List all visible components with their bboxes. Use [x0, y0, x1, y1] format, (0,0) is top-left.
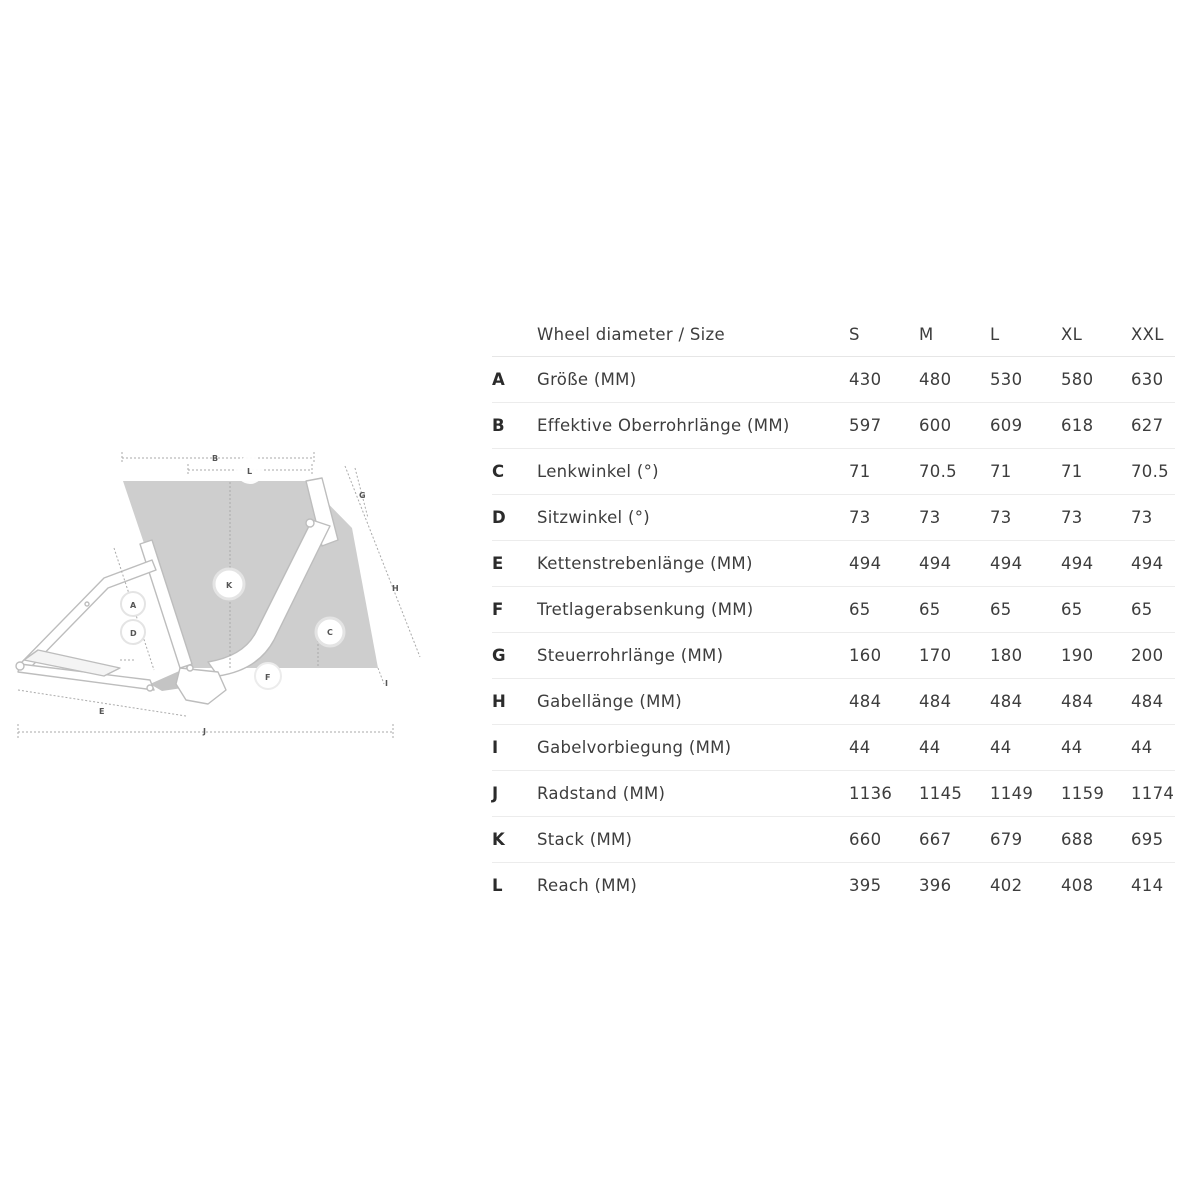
row-value-xl: 71	[1061, 449, 1131, 495]
diagram-label-d: D	[130, 629, 137, 638]
row-letter: B	[492, 403, 537, 449]
row-letter: J	[492, 771, 537, 817]
table-row	[492, 587, 1175, 633]
row-value-xl: 1159	[1061, 771, 1131, 817]
row-measurement-name: Steuerrohrlänge (MM)	[537, 633, 849, 679]
bike-geometry-diagram	[0, 430, 440, 750]
row-letter: G	[492, 633, 537, 679]
row-value-l: 494	[990, 541, 1061, 587]
row-measurement-name: Tretlagerabsenkung (MM)	[537, 587, 849, 633]
diagram-label-h: H	[392, 584, 399, 593]
row-letter: H	[492, 679, 537, 725]
table-row	[492, 817, 1175, 863]
row-value-l: 73	[990, 495, 1061, 541]
diagram-label-a: A	[130, 601, 137, 610]
table-row	[492, 679, 1175, 725]
row-value-xxl: 695	[1131, 817, 1175, 863]
header-letter	[492, 312, 537, 357]
diagram-label-b: B	[212, 454, 219, 463]
row-value-xxl: 1174	[1131, 771, 1175, 817]
row-value-m: 65	[919, 587, 990, 633]
header-size-xxl: XXL	[1131, 312, 1175, 357]
row-value-xl: 494	[1061, 541, 1131, 587]
row-value-m: 170	[919, 633, 990, 679]
row-value-s: 430	[849, 357, 919, 403]
diagram-label-j: J	[203, 727, 206, 736]
row-value-s: 71	[849, 449, 919, 495]
diagram-label-c: C	[327, 628, 333, 637]
table-row	[492, 495, 1175, 541]
row-value-s: 597	[849, 403, 919, 449]
row-value-xxl: 627	[1131, 403, 1175, 449]
row-measurement-name: Radstand (MM)	[537, 771, 849, 817]
diagram-label-f: F	[265, 673, 271, 682]
row-measurement-name: Stack (MM)	[537, 817, 849, 863]
row-value-xl: 73	[1061, 495, 1131, 541]
row-value-xl: 484	[1061, 679, 1131, 725]
row-value-l: 530	[990, 357, 1061, 403]
diagram-label-l: L	[247, 467, 253, 476]
row-value-m: 70.5	[919, 449, 990, 495]
row-value-s: 484	[849, 679, 919, 725]
table-row	[492, 541, 1175, 587]
row-measurement-name: Sitzwinkel (°)	[537, 495, 849, 541]
row-value-l: 484	[990, 679, 1061, 725]
row-value-xxl: 73	[1131, 495, 1175, 541]
table-row	[492, 449, 1175, 495]
row-value-m: 73	[919, 495, 990, 541]
row-value-m: 484	[919, 679, 990, 725]
row-value-m: 44	[919, 725, 990, 771]
row-value-s: 65	[849, 587, 919, 633]
row-value-s: 494	[849, 541, 919, 587]
header-size-m: M	[919, 312, 990, 357]
row-measurement-name: Lenkwinkel (°)	[537, 449, 849, 495]
row-value-l: 402	[990, 876, 1023, 895]
row-letter: K	[492, 817, 537, 863]
table-row	[492, 863, 1175, 909]
row-value-m: 667	[919, 817, 990, 863]
row-letter: E	[492, 541, 537, 587]
header-size-l: L	[990, 312, 1061, 357]
diagram-label-k: K	[226, 581, 233, 590]
row-value-s: 660	[849, 817, 919, 863]
row-measurement-name: Kettenstrebenlänge (MM)	[537, 541, 849, 587]
row-value-m: 1145	[919, 771, 990, 817]
geometry-table	[492, 312, 1175, 908]
diagram-label-e: E	[99, 707, 105, 716]
row-value-xl: 65	[1061, 587, 1131, 633]
table-row	[492, 771, 1175, 817]
row-value-xl: 44	[1061, 725, 1131, 771]
row-value-xl: 618	[1061, 403, 1131, 449]
row-value-xxl: 44	[1131, 725, 1175, 771]
header-size-xl: XL	[1061, 312, 1131, 357]
row-value-m: 396	[919, 876, 952, 895]
row-value-xxl: 414	[1131, 876, 1164, 895]
row-value-m: 480	[919, 357, 990, 403]
row-letter: F	[492, 587, 537, 633]
row-value-s: 1136	[849, 771, 919, 817]
table-header-row	[492, 312, 1175, 357]
row-value-xl: 190	[1061, 633, 1131, 679]
table-row	[492, 403, 1175, 449]
row-value-l: 609	[990, 403, 1061, 449]
row-value-xl: 688	[1061, 817, 1131, 863]
row-value-xl: 408	[1061, 876, 1094, 895]
row-measurement-name: Größe (MM)	[537, 357, 849, 403]
row-letter: L	[492, 876, 503, 895]
row-value-l: 679	[990, 817, 1061, 863]
row-measurement-name: Gabelvorbiegung (MM)	[537, 725, 849, 771]
diagram-label-g: G	[359, 491, 366, 500]
row-value-l: 1149	[990, 771, 1061, 817]
row-value-xl: 580	[1061, 357, 1131, 403]
diagram-label-i: I	[385, 679, 388, 688]
row-value-l: 44	[990, 725, 1061, 771]
row-value-xxl: 200	[1131, 633, 1175, 679]
row-value-xxl: 70.5	[1131, 449, 1175, 495]
row-value-m: 600	[919, 403, 990, 449]
row-value-s: 395	[849, 876, 882, 895]
row-letter: I	[492, 725, 537, 771]
row-measurement-name: Effektive Oberrohrlänge (MM)	[537, 403, 849, 449]
row-value-xxl: 65	[1131, 587, 1175, 633]
row-value-s: 44	[849, 725, 919, 771]
row-value-l: 71	[990, 449, 1061, 495]
row-letter: A	[492, 357, 537, 403]
row-value-m: 494	[919, 541, 990, 587]
row-letter: D	[492, 495, 537, 541]
row-value-l: 65	[990, 587, 1061, 633]
row-measurement-name: Reach (MM)	[537, 876, 638, 895]
row-value-xxl: 484	[1131, 679, 1175, 725]
row-value-xxl: 494	[1131, 541, 1175, 587]
row-measurement-name: Gabellänge (MM)	[537, 679, 849, 725]
row-value-s: 73	[849, 495, 919, 541]
table-row	[492, 357, 1175, 403]
table-row	[492, 633, 1175, 679]
header-name: Wheel diameter / Size	[537, 312, 849, 357]
header-size-s: S	[849, 312, 919, 357]
row-value-s: 160	[849, 633, 919, 679]
row-value-l: 180	[990, 633, 1061, 679]
row-letter: C	[492, 449, 537, 495]
row-value-xxl: 630	[1131, 357, 1175, 403]
table-row	[492, 725, 1175, 771]
